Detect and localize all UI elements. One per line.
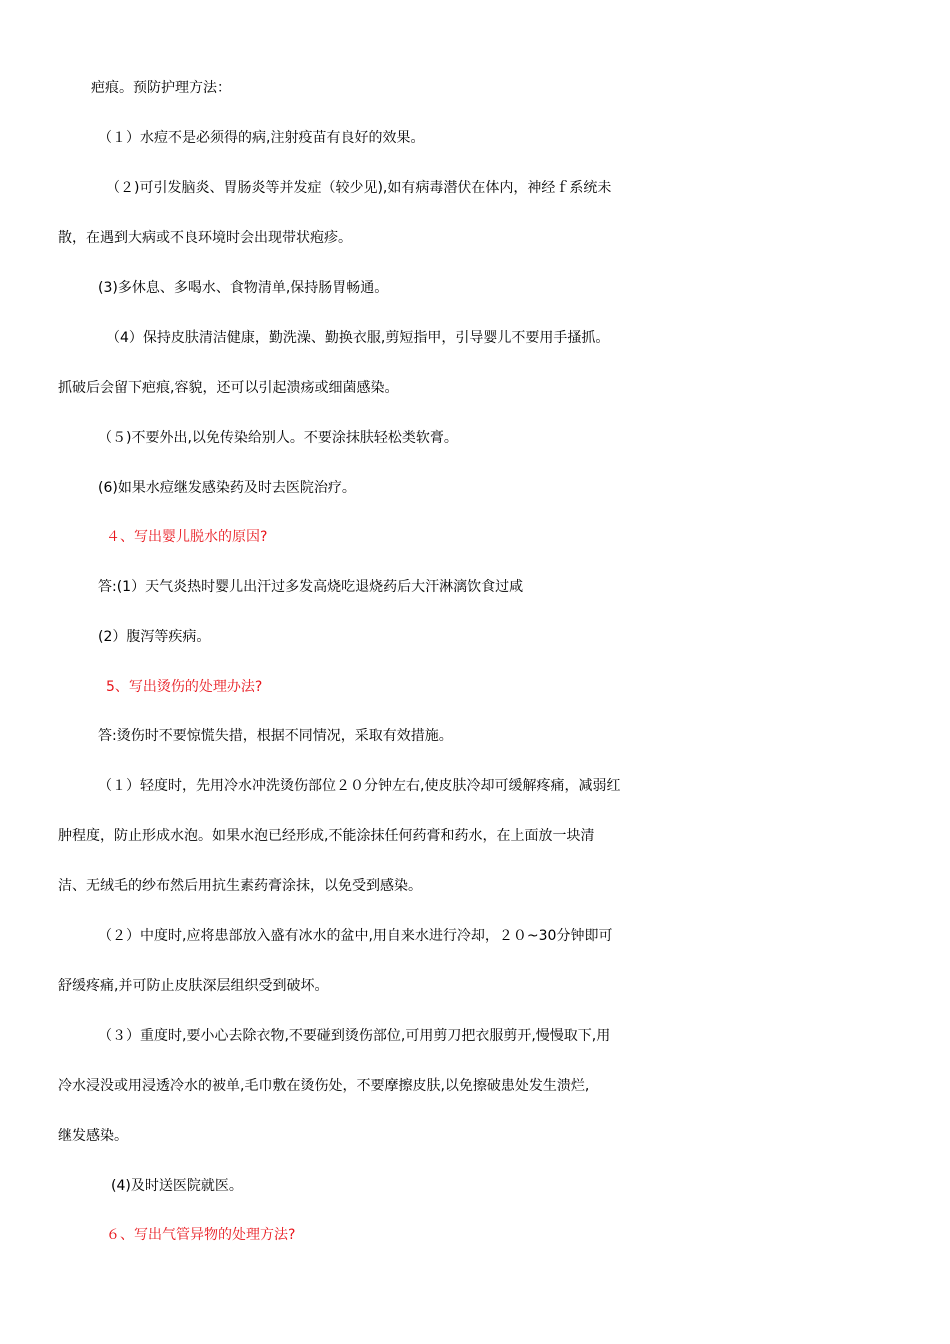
paragraph-line: (2）腹泻等疾病。 (98, 629, 211, 645)
paragraph-line: （２)可引发脑炎、胃肠炎等并发症（较少见),如有病毒潜伏在体内，神经ｆ系统未 (106, 180, 612, 196)
paragraph-line: 散，在遇到大病或不良环境时会出现带状疱疹。 (58, 230, 352, 246)
paragraph-line: 舒缓疼痛,并可防止皮肤深层组织受到破坏。 (58, 978, 329, 994)
paragraph-line: （4）保持皮肤清洁健康，勤洗澡、勤换衣服,剪短指甲，引导婴儿不要用手搔抓。 (106, 330, 610, 346)
paragraph-line: 继发感染。 (58, 1128, 128, 1144)
paragraph-line: （１）水痘不是必须得的病,注射疫苗有良好的效果。 (98, 130, 425, 146)
paragraph-line: (6)如果水痘继发感染药及时去医院治疗。 (98, 480, 356, 496)
section-heading: ６、写出气管异物的处理方法? (106, 1227, 296, 1243)
paragraph-line: 抓破后会留下疤痕,容貌，还可以引起溃疡或细菌感染。 (58, 380, 399, 396)
paragraph-line: （３）重度时,要小心去除衣物,不要碰到烫伤部位,可用剪刀把衣服剪开,慢慢取下,用 (98, 1028, 611, 1044)
paragraph-line: 答:(1）天气炎热时婴儿出汗过多发高烧吃退烧药后大汗淋漓饮食过咸 (98, 579, 524, 595)
paragraph-line: （５)不要外出,以免传染给别人。不要涂抹肤轻松类软膏。 (98, 430, 458, 446)
paragraph-line: (3)多休息、多喝水、食物清单,保持肠胃畅通。 (98, 280, 389, 296)
section-heading: 5、写出烫伤的处理办法? (106, 679, 263, 695)
paragraph-line: （２）中度时,应将患部放入盛有冰水的盆中,用自来水进行冷却，２０~30分钟即可 (98, 928, 613, 944)
paragraph-line: 肿程度，防止形成水泡。如果水泡已经形成,不能涂抹任何药膏和药水，在上面放一块清 (58, 828, 595, 844)
paragraph-line: 疤痕。预防护理方法： (91, 80, 231, 96)
paragraph-line: (4)及时送医院就医。 (111, 1178, 243, 1194)
paragraph-line: 冷水浸没或用浸透冷水的被单,毛巾敷在烫伤处，不要摩擦皮肤,以免擦破患处发生溃烂, (58, 1078, 590, 1094)
paragraph-line: （１）轻度时，先用冷水冲洗烫伤部位２０分钟左右,使皮肤冷却可缓解疼痛，减弱红 (98, 778, 621, 794)
paragraph-line: 洁、无绒毛的纱布然后用抗生素药膏涂抹，以免受到感染。 (58, 878, 422, 894)
section-heading: ４、写出婴儿脱水的原因? (106, 529, 268, 545)
paragraph-line: 答:烫伤时不要惊慌失措，根据不同情况，采取有效措施。 (98, 728, 453, 744)
